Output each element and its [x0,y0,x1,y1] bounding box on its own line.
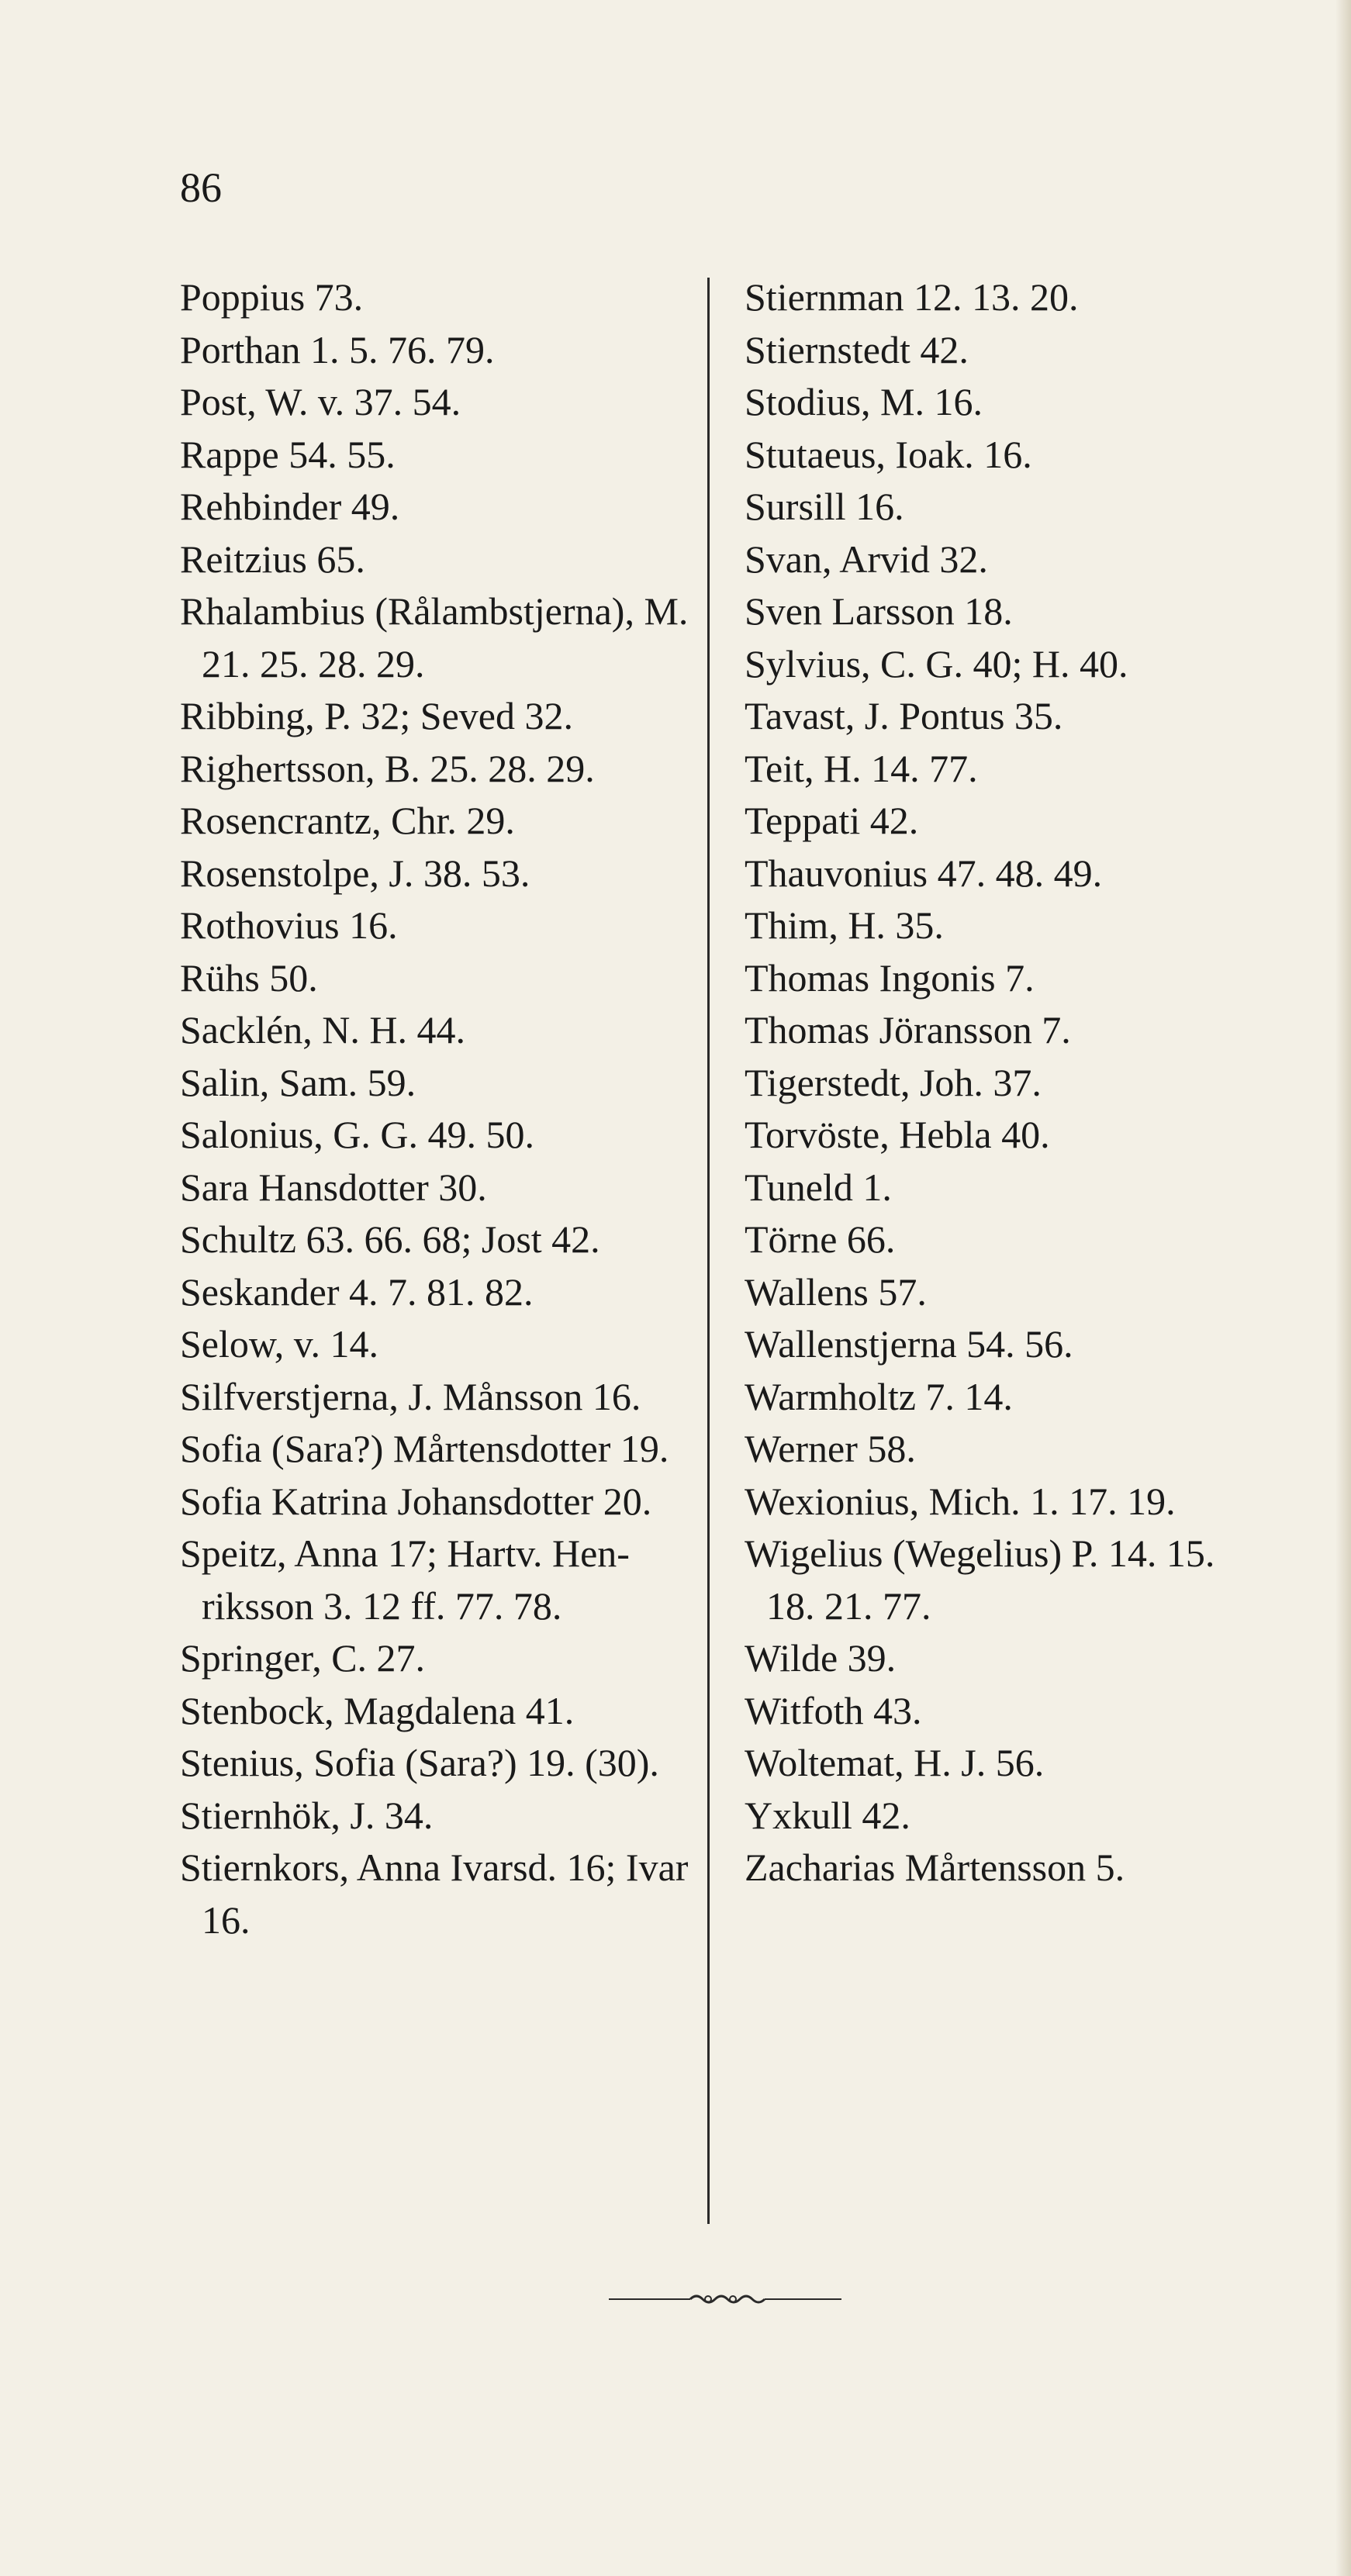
index-entry: Rosencrantz, Chr. 29. [180,799,515,842]
index-entry: Stiernhök, J. 34. [180,1793,434,1837]
index-entry-continuation: 21. 25. 28. 29. [202,641,425,685]
index-entry: Stiernstedt 42. [745,327,969,371]
index-entry: Rosenstolpe, J. 38. 53. [180,851,530,895]
index-entry: Torvöste, Hebla 40. [745,1113,1050,1156]
index-entry: Stiernkors, Anna Ivarsd. 16; Ivar [180,1846,689,1889]
index-entry: Sursill 16. [745,485,904,528]
index-entry: Yxkull 42. [745,1793,910,1837]
index-entry: Stutaeus, Ioak. 16. [745,432,1032,476]
index-entry: Stenius, Sofia (Sara?) 19. (30). [180,1741,659,1784]
index-entry: Salin, Sam. 59. [180,1060,416,1104]
index-entry-continuation: riksson 3. 12 ff. 77. 78. [202,1583,562,1628]
index-entry: Wexionius, Mich. 1. 17. 19. [745,1479,1176,1523]
index-entry-continuation: 16. [202,1897,251,1942]
index-entry: Thomas Jöransson 7. [745,1008,1071,1051]
end-ornament-icon [609,2288,841,2311]
index-entry: Stiernman 12. 13. 20. [745,275,1079,319]
index-entry: Törne 66. [745,1217,896,1261]
index-entry: Rothovius 16. [180,903,398,947]
index-entry: Rappe 54. 55. [180,432,396,476]
index-entry: Werner 58. [745,1427,916,1470]
index-entry: Thim, H. 35. [745,903,944,947]
index-entry: Tigerstedt, Joh. 37. [745,1060,1042,1104]
index-entry-continuation: 18. 21. 77. [766,1583,931,1628]
index-entry: Post, W. v. 37. 54. [180,380,461,423]
index-entry: Wallens 57. [745,1269,927,1314]
index-entry: Sacklén, N. H. 44. [180,1008,465,1051]
index-entry: Springer, C. 27. [180,1636,426,1680]
index-entry: Sofia Katrina Johansdotter 20. [180,1479,652,1523]
index-entry: Stodius, M. 16. [745,380,983,423]
index-entry: Reitzius 65. [180,537,365,581]
index-entry: Tuneld 1. [745,1165,892,1209]
index-entry: Speitz, Anna 17; Hartv. Hen- [180,1531,630,1575]
index-entry: Seskander 4. 7. 81. 82. [180,1269,534,1314]
index-entry: Wigelius (Wegelius) P. 14. 15. [745,1531,1215,1575]
index-entry: Warmholtz 7. 14. [745,1374,1013,1418]
index-entry: Wallenstjerna 54. 56. [745,1322,1073,1366]
index-entry: Ribbing, P. 32; Seved 32. [180,694,573,737]
index-entry: Sven Larsson 18. [745,589,1013,633]
index-entry: Salonius, G. G. 49. 50. [180,1113,534,1156]
index-entry: Sofia (Sara?) Mårtensdotter 19. [180,1427,669,1470]
index-entry: Teppati 42. [745,799,919,842]
index-column-right [745,271,1318,1894]
column-divider [707,278,710,2224]
index-entry: Sara Hansdotter 30. [180,1165,487,1209]
index-entry: Rühs 50. [180,955,318,1000]
page-number: 86 [180,164,222,211]
index-entry: Rehbinder 49. [180,485,400,528]
index-entry: Teit, H. 14. 77. [745,746,978,790]
index-entry: Witfoth 43. [745,1688,922,1732]
index-entry: Silfverstjerna, J. Månsson 16. [180,1374,641,1418]
index-entry: Righertsson, B. 25. 28. 29. [180,746,595,790]
index-entry: Rhalambius (Rålambstjerna), M. [180,589,689,633]
index-entry: Sylvius, C. G. 40; H. 40. [745,641,1128,685]
index-entry: Svan, Arvid 32. [745,537,988,581]
index-column-left [180,271,707,1946]
index-entry: Thauvonius 47. 48. 49. [745,851,1103,895]
index-entry: Wilde 39. [745,1636,897,1680]
index-entry: Zacharias Mårtensson 5. [745,1846,1125,1889]
index-entry: Thomas Ingonis 7. [745,955,1035,1000]
index-entry: Tavast, J. Pontus 35. [745,694,1063,737]
index-entry: Porthan 1. 5. 76. 79. [180,327,495,371]
index-entry: Selow, v. 14. [180,1322,379,1366]
page-edge-shadow [1335,0,1351,2576]
index-entry: Woltemat, H. J. 56. [745,1741,1045,1784]
index-entry: Stenbock, Magdalena 41. [180,1688,575,1732]
index-entry: Poppius 73. [180,275,364,319]
index-entry: Schultz 63. 66. 68; Jost 42. [180,1217,600,1261]
